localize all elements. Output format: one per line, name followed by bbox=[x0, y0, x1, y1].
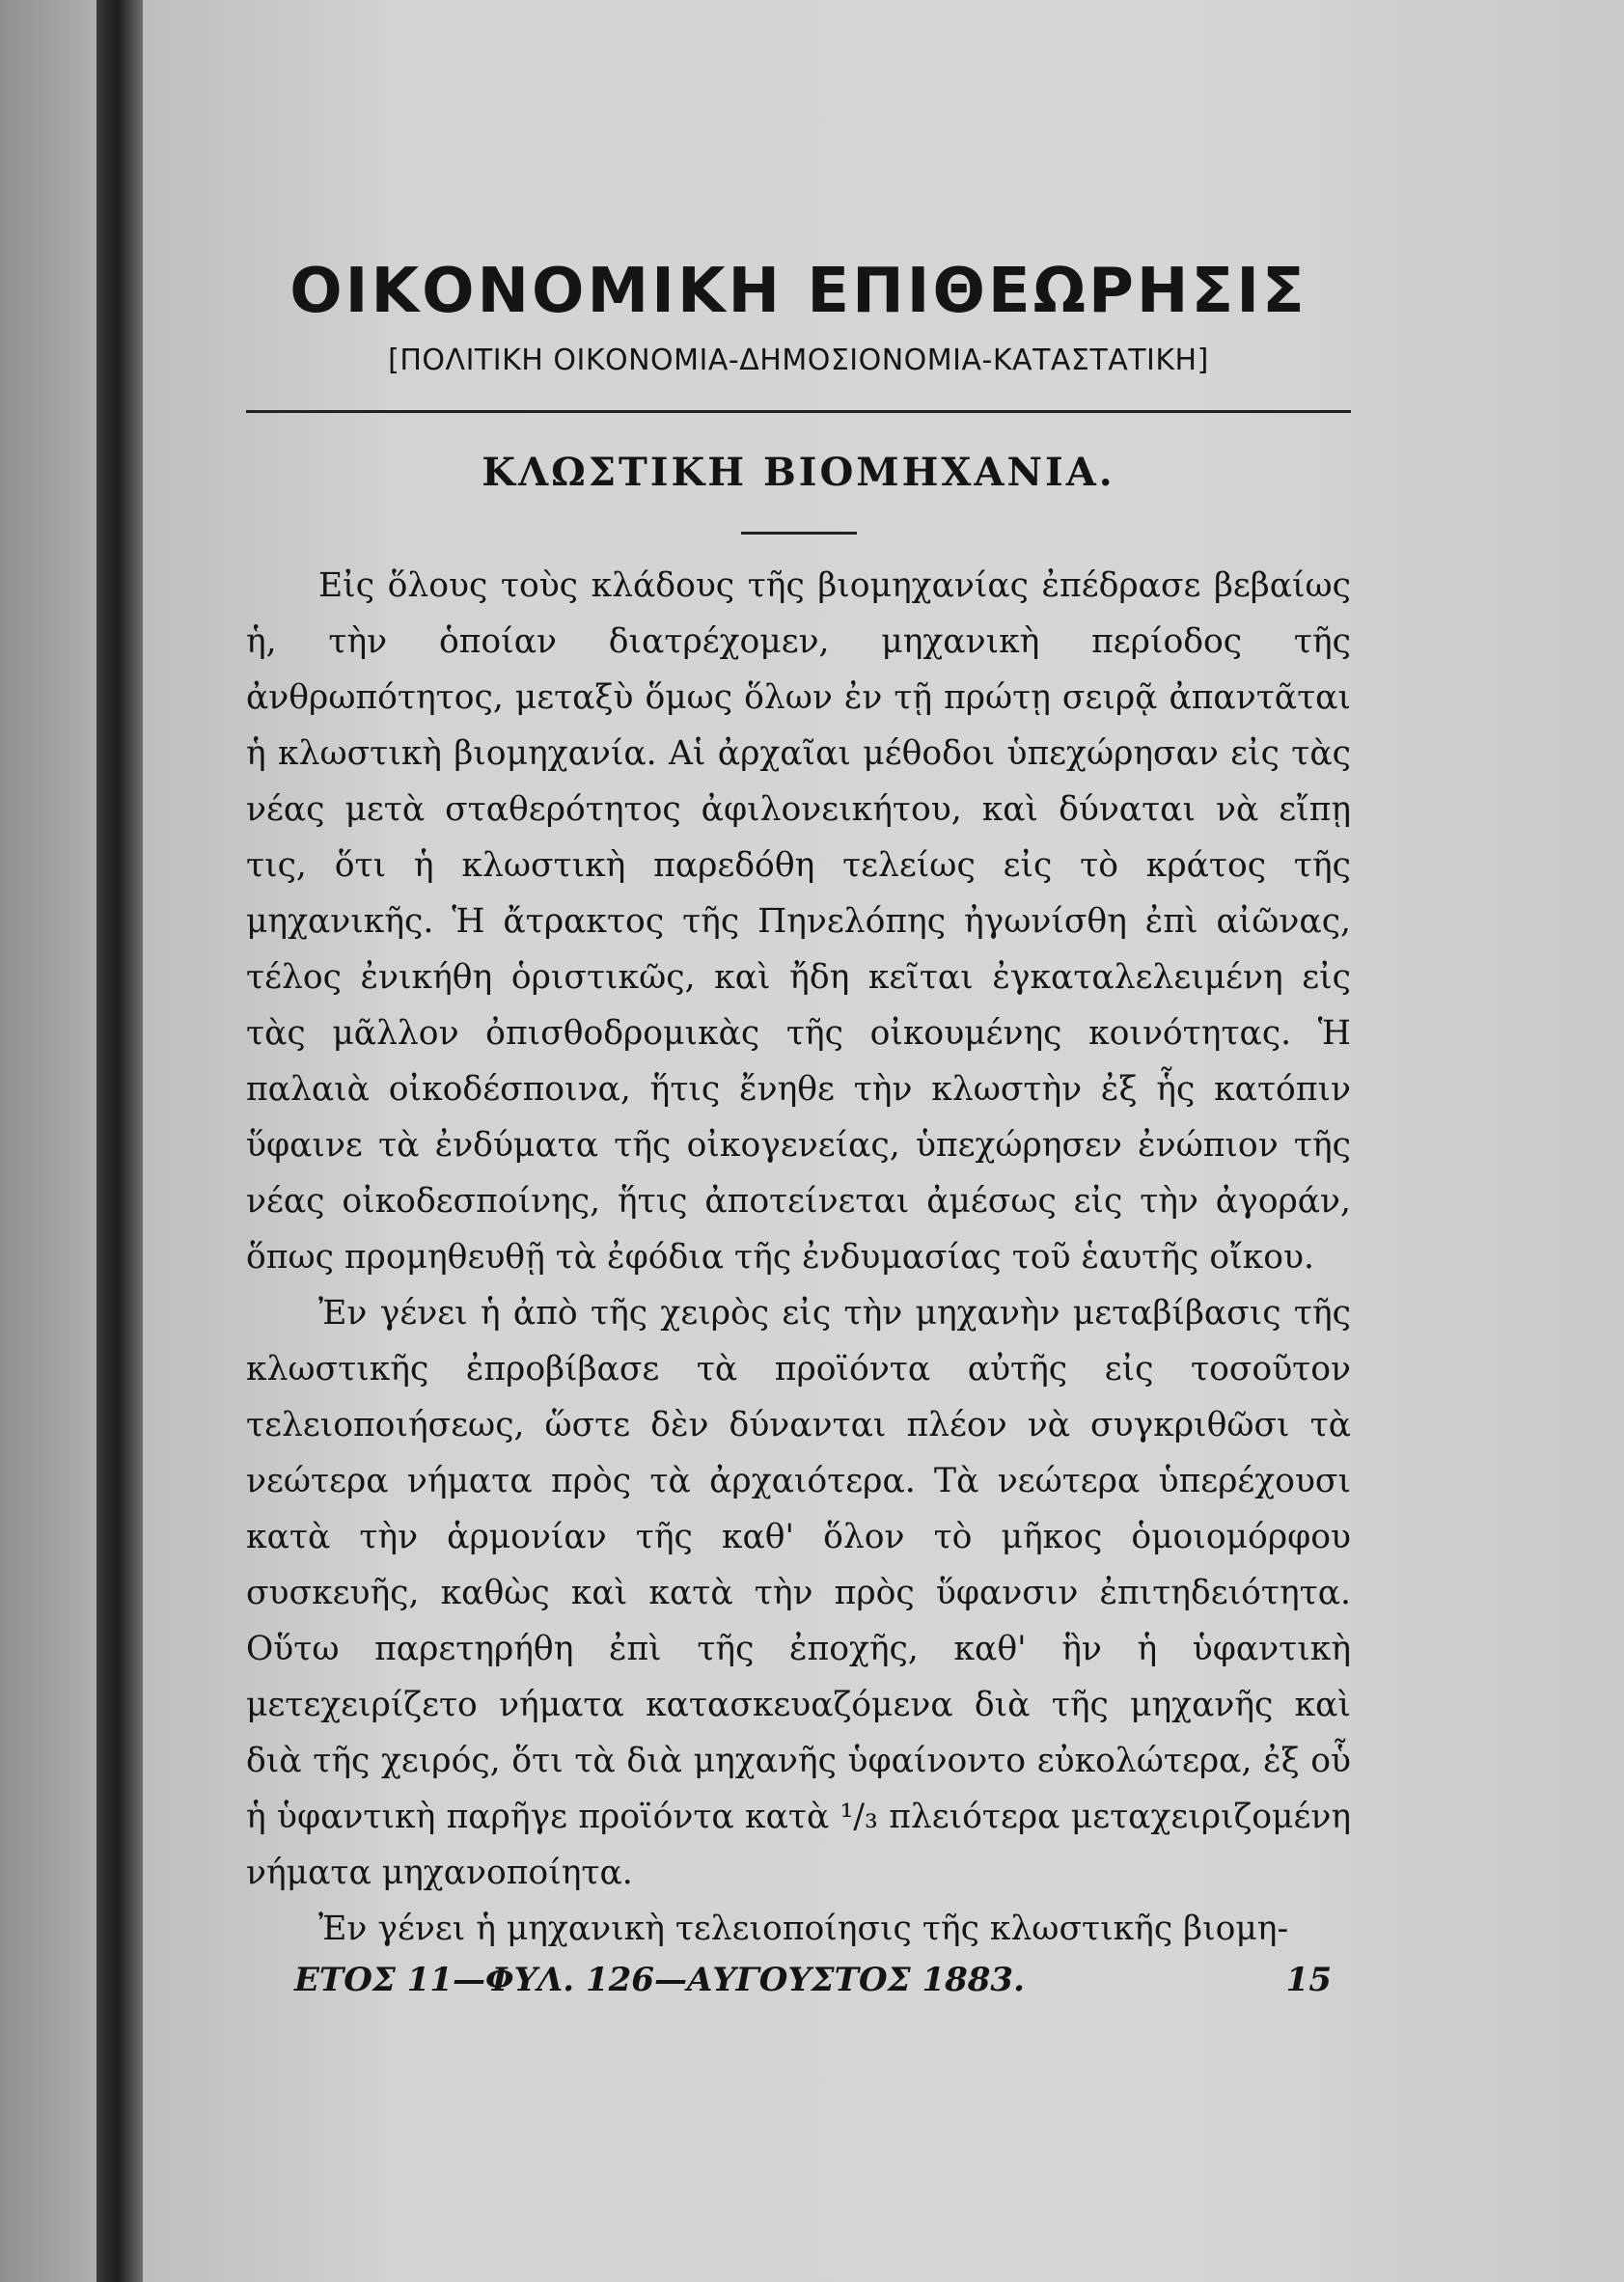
book-gutter bbox=[96, 0, 143, 2282]
article-body bbox=[246, 558, 1351, 1957]
paragraph-2: Ἐν γένει ἡ ἀπὸ τῆς χειρὸς εἰς τὴν μηχανὴν μεταβίβασις τῆς κλωστικῆς ἐπροβίβασε τὰ προϊόντα αὐτῆς εἰς τοσοῦτον τελειοποιήσεως, ὥστε δὲν δύνανται πλέον νὰ συγκριθῶσι τὰ νεώτερα νήματα πρὸς τὰ ἀρχαιότερα. Τὰ νεώτερα ὑπερέχουσι κατὰ τὴν ἁρμονίαν τῆς καθ' ὅλον τὸ μῆκος ὁμοιομόρφου συσκευῆς, καθὼς καὶ κατὰ τὴν πρὸς ὕφανσιν ἐπιτηδειότητα. Οὕτω παρετηρήθη ἐπὶ τῆς ἐποχῆς, καθ' ἣν ἡ ὑφαντικὴ μετεχειρίζετο νήματα κατασκευαζόμενα διὰ τῆς μηχανῆς καὶ διὰ τῆς χειρός, ὅτι τὰ διὰ μηχανῆς ὑφαίνοντο εὐκολώτερα, ἐξ οὗ ἡ ὑφαντικὴ παρῆγε προϊόντα κατὰ ¹/₃ πλειότερα μεταχειριζομένη νήματα μηχανοποίητα. bbox=[246, 1294, 1351, 1892]
masthead-rule bbox=[246, 410, 1351, 413]
masthead-subtitle: [ΠΟΛΙΤΙΚΗ ΟΙΚΟΝΟΜΙΑ-ΔΗΜΟΣΙΟΝΟΜΙΑ-ΚΑΤΑΣΤΑΤΙΚΗ] bbox=[388, 344, 1209, 377]
page-content bbox=[246, 256, 1351, 1999]
paragraph-1: Εἰς ὅλους τοὺς κλάδους τῆς βιομηχανίας ἐπέδρασε βεβαίως ἡ, τὴν ὁποίαν διατρέχομεν, μηχανικὴ περίοδος τῆς ἀνθρωπότητος, μεταξὺ ὅμως ὅλων ἐν τῇ πρώτῃ σειρᾷ ἀπαντᾶται ἡ κλωστικὴ βιομηχανία. Αἱ ἀρχαῖαι μέθοδοι ὑπεχώρησαν εἰς τὰς νέας μετὰ σταθερότητος ἀφιλονεικήτου, καὶ δύναται νὰ εἴπῃ τις, ὅτι ἡ κλωστικὴ παρεδόθη τελείως εἰς τὸ κράτος τῆς μηχανικῆς. Ἡ ἄτρακτος τῆς Πηνελόπης ἠγωνίσθη ἐπὶ αἰῶνας, τέλος ἐνικήθη ὁριστικῶς, καὶ ἤδη κεῖται ἐγκαταλελειμένη εἰς τὰς μᾶλλον ὀπισθοδρομικὰς τῆς οἰκουμένης κοινότητας. Ἡ παλαιὰ οἰκοδέσποινα, ἥτις ἔνηθε τὴν κλωστὴν ἐξ ἧς κατόπιν ὕφαινε τὰ ἐνδύματα τῆς οἰκογενείας, ὑπεχώρησεν ἐνώπιον τῆς νέας οἰκοδεσποίνης, ἥτις ἀποτείνεται ἀμέσως εἰς τὴν ἀγοράν, ὅπως προμηθευθῇ τὰ ἐφόδια τῆς ἐνδυμασίας τοῦ ἑαυτῆς οἴκου. bbox=[246, 566, 1351, 1277]
page-number: 15 bbox=[1285, 1961, 1332, 1999]
paragraph-3: Ἐν γένει ἡ μηχανικὴ τελειοποίησις τῆς κλωστικῆς βιομη- bbox=[318, 1910, 1289, 1948]
masthead-title: ΟΙΚΟΝΟΜΙΚΗ ΕΠΙΘΕΩΡΗΣΙΣ bbox=[289, 256, 1307, 327]
title-rule bbox=[741, 532, 857, 535]
page-footer bbox=[246, 1961, 1351, 1999]
article-title: ΚΛΩΣΤΙΚΗ ΒΙΟΜΗΧΑΝΙΑ. bbox=[482, 450, 1115, 495]
issue-line: ΕΤΟΣ 11—ΦΥΛ. 126—ΑΥΓΟΥΣΤΟΣ 1883. bbox=[294, 1961, 1025, 1999]
